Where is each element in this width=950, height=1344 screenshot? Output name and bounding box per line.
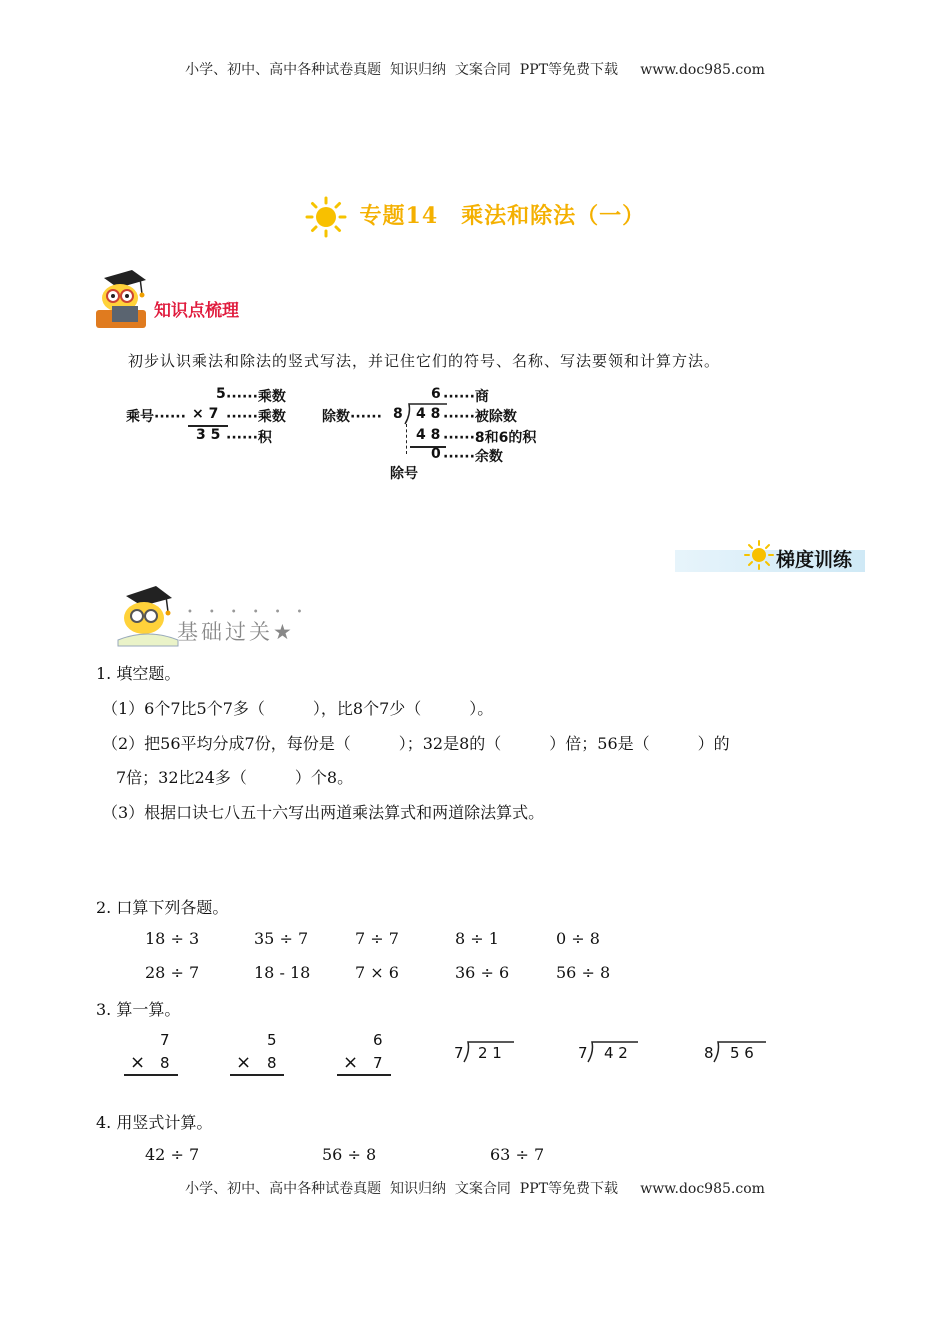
q1-part3: （3）根据口诀七八五十六写出两道乘法算式和两道除法算式。 (102, 803, 545, 822)
div-label-remainder: ······余数 (443, 449, 503, 465)
mult-rule (230, 1074, 284, 1076)
q4-item: 42 ÷ 7 (145, 1145, 200, 1164)
div-divisor: 8 (704, 1044, 714, 1062)
times-sign: × (236, 1052, 252, 1073)
q1-part2b: 7倍；32比24多（ ）个8。 (116, 768, 354, 787)
div-dividend: 4 8 (416, 406, 441, 422)
mult-label-factor1: ······乘数 (226, 389, 286, 405)
div-divisor: 8 (393, 406, 403, 422)
mult-label-product: ······积 (226, 430, 272, 446)
div-label-dividend: ······被除数 (443, 409, 517, 425)
div-sign-label: 除号 (390, 466, 418, 482)
mult-sign-label: 乘号······ (126, 409, 186, 425)
mascot-reading-icon (112, 584, 182, 648)
basic-dots: •••••• (187, 607, 319, 618)
q4-title: 4. 用竖式计算。 (96, 1113, 213, 1132)
div-remainder: 0 (431, 446, 441, 462)
mult-rule (124, 1074, 178, 1076)
div-divisor: 7 (454, 1044, 464, 1062)
q2-item: 7 × 6 (355, 963, 399, 982)
q2-item: 7 ÷ 7 (355, 929, 399, 948)
mult-top: 6 (373, 1031, 383, 1049)
q2-item: 18 - 18 (254, 963, 311, 982)
div-guide-line (406, 424, 407, 454)
div-divisor-label: 除数······ (322, 409, 382, 425)
basic-label: 基础过关★ (177, 620, 295, 644)
times-sign: × (130, 1052, 146, 1073)
q1-title: 1. 填空题。 (96, 664, 181, 683)
div-quotient: 6 (431, 386, 441, 402)
sun-small-icon (744, 540, 774, 570)
q4-item: 56 ÷ 8 (322, 1145, 377, 1164)
mult-top-digit: 5 (216, 386, 226, 402)
q3-title: 3. 算一算。 (96, 1000, 181, 1019)
mult-rule (337, 1074, 391, 1076)
div-dividend: 4 2 (604, 1044, 628, 1062)
q2-item: 28 ÷ 7 (145, 963, 200, 982)
q4-item: 63 ÷ 7 (490, 1145, 545, 1164)
q2-item: 8 ÷ 1 (455, 929, 499, 948)
div-label-quotient: ······商 (443, 389, 489, 405)
q1-part1: （1）6个7比5个7多（ ），比8个7少（ ）。 (102, 699, 494, 718)
knowledge-label: 知识点梳理 (154, 301, 239, 321)
q2-item: 36 ÷ 6 (455, 963, 510, 982)
mult-result: 3 5 (196, 427, 221, 443)
mult-bottom: 8 (160, 1054, 170, 1072)
q2-item: 18 ÷ 3 (145, 929, 200, 948)
q2-item: 0 ÷ 8 (556, 929, 600, 948)
div-product: 4 8 (416, 427, 441, 443)
div-dividend: 5 6 (730, 1044, 754, 1062)
training-label: 梯度训练 (776, 549, 853, 571)
page-footer: 小学、初中、高中各种试卷真题 知识归纳 文案合同 PPT等免费下载 www.doc985.com (185, 1181, 765, 1197)
knowledge-intro: 初步认识乘法和除法的竖式写法，并记住它们的符号、名称、写法要领和计算方法。 (128, 352, 721, 370)
q1-part2a: （2）把56平均分成7份，每份是（ ）；32是8的（ ）倍；56是（ ）的 (102, 734, 730, 753)
mascot-laptop-icon (90, 268, 152, 334)
div-dividend: 2 1 (478, 1044, 502, 1062)
mult-mid-digits: × 7 (192, 406, 219, 422)
q2-item: 35 ÷ 7 (254, 929, 309, 948)
title-text: 专题14 乘法和除法（一） (359, 203, 646, 229)
mult-top: 5 (267, 1031, 277, 1049)
times-sign: × (343, 1052, 359, 1073)
page-header: 小学、初中、高中各种试卷真题 知识归纳 文案合同 PPT等免费下载 www.doc985.com (185, 62, 765, 78)
sun-icon (305, 196, 347, 238)
page-title (0, 196, 950, 238)
mult-top: 7 (160, 1031, 170, 1049)
mult-label-factor2: ······乘数 (226, 409, 286, 425)
q2-item: 56 ÷ 8 (556, 963, 611, 982)
div-label-product: ······8和6的积 (443, 430, 537, 446)
q2-title: 2. 口算下列各题。 (96, 898, 229, 917)
mult-bottom: 7 (373, 1054, 383, 1072)
mult-bottom: 8 (267, 1054, 277, 1072)
div-divisor: 7 (578, 1044, 588, 1062)
